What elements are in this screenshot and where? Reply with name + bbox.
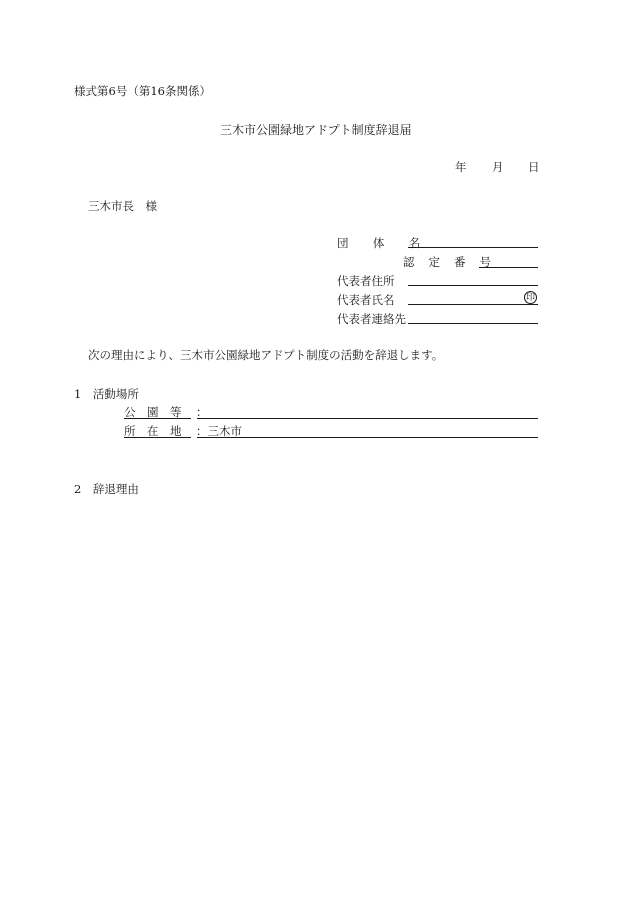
rep-address-field[interactable] <box>408 285 538 286</box>
date-year: 年 <box>455 160 467 174</box>
location-value: ：三木市 <box>196 424 242 438</box>
location-field[interactable] <box>197 437 538 438</box>
rep-name-label: 代表者氏名 <box>337 293 395 307</box>
addressee: 三木市長 様 <box>88 199 157 213</box>
group-name-field[interactable] <box>408 247 538 248</box>
section1-heading: 1 活動場所 <box>74 387 139 401</box>
cert-number-field[interactable] <box>479 267 538 268</box>
rep-address-label: 代表者住所 <box>337 274 395 288</box>
rep-contact-label: 代表者連絡先 <box>337 312 406 326</box>
park-label-underline <box>124 418 191 419</box>
date-day: 日 <box>528 160 540 174</box>
body-text: 次の理由により、三木市公園緑地アドプト制度の活動を辞退します。 <box>88 348 444 362</box>
section2-heading: 2 辞退理由 <box>74 482 139 496</box>
park-label: 公 園 等 <box>124 405 182 419</box>
location-label: 所 在 地 <box>124 424 182 438</box>
park-colon: ： <box>196 405 208 419</box>
group-name-label: 団 体 名 <box>337 236 431 250</box>
document-title: 三木市公園緑地アドプト制度辞退届 <box>220 123 412 137</box>
rep-contact-field[interactable] <box>408 323 538 324</box>
park-field[interactable] <box>197 418 538 419</box>
cert-number-label: 認 定 番 号 <box>403 255 497 269</box>
rep-name-field[interactable] <box>408 304 538 305</box>
seal-mark: 印 <box>525 293 535 303</box>
form-number: 様式第6号（第16条関係） <box>74 84 211 98</box>
location-label-underline <box>124 437 191 438</box>
date-month: 月 <box>492 160 504 174</box>
